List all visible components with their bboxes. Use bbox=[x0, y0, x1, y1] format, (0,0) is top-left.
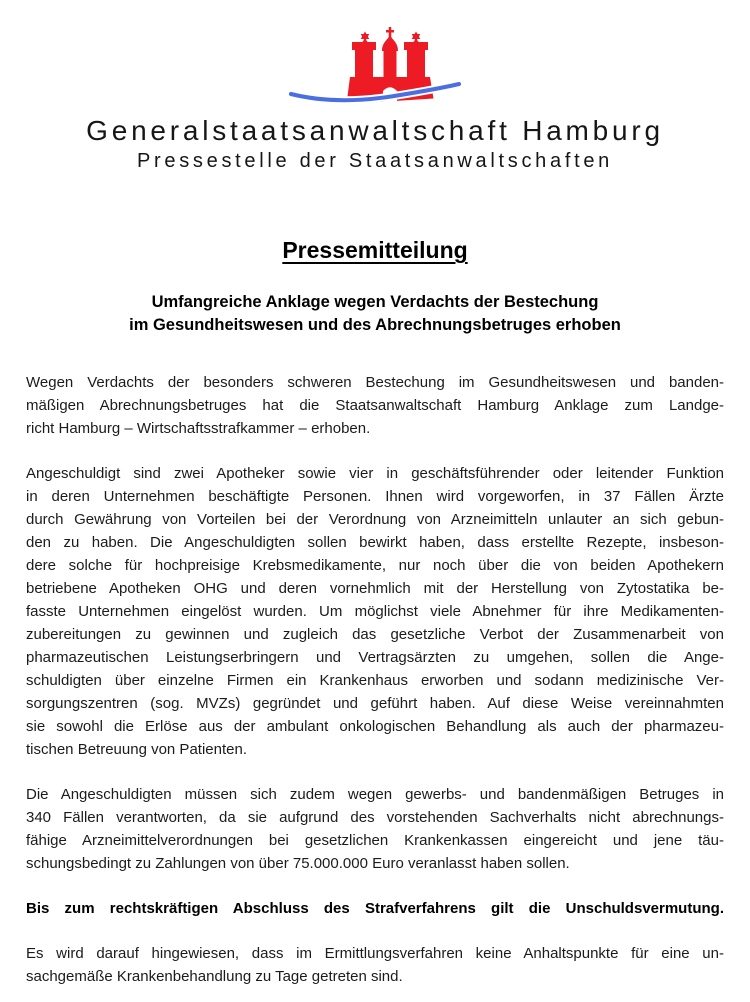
document-title bbox=[0, 236, 750, 264]
paragraph bbox=[26, 371, 724, 440]
presumption-of-innocence-note bbox=[26, 897, 724, 920]
document-title-text: Pressemitteilung bbox=[282, 237, 468, 263]
text-line: Die Angeschuldigten müssen sich zudem wegen gewerbs- und bandenmäßigen Betruges in bbox=[26, 786, 724, 803]
text-line: den zu haben. Die Angeschuldigten sollen bewirkt haben, dass erstellte Rezepte, insbeson- bbox=[26, 534, 724, 551]
text-line: schungsbedingt zu Zahlungen von über 75.000.000 Euro veranlasst haben sollen. bbox=[26, 855, 570, 872]
text-line: Wegen Verdachts der besonders schweren Bestechung im Gesundheitswesen und banden- bbox=[26, 374, 724, 391]
press-release-body bbox=[0, 236, 750, 988]
paragraph bbox=[26, 942, 724, 988]
paragraph bbox=[26, 462, 724, 761]
text-line: Angeschuldigt sind zwei Apotheker sowie vier in geschäftsführender oder leitender Funktion bbox=[26, 465, 724, 482]
text-line: tischen Betreuung von Patienten. bbox=[26, 741, 247, 758]
text-line: 340 Fällen verantworten, da sie aufgrund des vorstehenden Sachverhalts nicht abrechnungs- bbox=[26, 809, 724, 826]
text-line: durch Gewährung von Vorteilen bei der Verordnung von Arzneimitteln unlauter an sich gebun- bbox=[26, 511, 724, 528]
org-department: Pressestelle der Staatsanwaltschaften bbox=[137, 150, 613, 172]
headline-line: im Gesundheitswesen und des Abrechnungsbetruges erhoben bbox=[129, 316, 621, 334]
text-line: zubereitungen zu gewinnen und zugleich das gesetzliche Verbot der Zusammenarbeit von bbox=[26, 626, 724, 643]
org-name: Generalstaatsanwaltschaft Hamburg bbox=[86, 115, 664, 146]
text-line: betriebene Apotheken OHG und deren vornehmlich mit der Herstellung von Zytostatika be- bbox=[26, 580, 724, 597]
text-line: schuldigten über einzelne Firmen ein Krankenhaus erworben und sodann medizinische Ver- bbox=[26, 672, 724, 689]
text-line: fähige Arzneimittelverordnungen bei gesetzlichen Krankenkassen eingereicht und jene täu- bbox=[26, 832, 724, 849]
headline-line: Umfangreiche Anklage wegen Verdachts der Bestechung bbox=[151, 293, 599, 311]
body-text bbox=[26, 371, 724, 988]
headline bbox=[0, 291, 750, 337]
text-line: in deren Unternehmen beschäftigte Personen. Ihnen wird vorgeworfen, in 37 Fällen Ärzte bbox=[26, 488, 724, 505]
text-line: richt Hamburg – Wirtschaftsstrafkammer – erhoben. bbox=[26, 420, 371, 437]
text-line: sachgemäße Krankenbehandlung zu Tage getreten sind. bbox=[26, 968, 403, 985]
text-line: mäßigen Abrechnungsbetruges hat die Staatsanwaltschaft Hamburg Anklage zum Landge- bbox=[26, 397, 724, 414]
text-line: pharmazeutischen Leistungserbringern und Vertragsärzten zu umgehen, sollen die Ange- bbox=[26, 649, 724, 666]
text-line: fasste Unternehmen eingelöst wurden. Um möglichst viele Abnehmer für ihre Medikamenten- bbox=[26, 603, 724, 620]
text-line: sorgungszentren (sog. MVZs) gegründet und geführt haben. Auf diese Weise vereinnahmten bbox=[26, 695, 724, 712]
text-line: Es wird darauf hingewiesen, dass im Ermittlungsverfahren keine Anhaltspunkte für eine un- bbox=[26, 945, 724, 962]
hamburg-castle-icon bbox=[288, 27, 462, 107]
text-line: Bis zum rechtskräftigen Abschluss des Strafverfahrens gilt die Unschuldsvermutung. bbox=[26, 900, 724, 917]
hamburg-coat-of-arms-logo bbox=[0, 0, 750, 107]
letterhead bbox=[0, 0, 750, 174]
text-line: dere solche für hochpreisige Krebsmedikamente, nur noch über die von beiden Apothekern bbox=[26, 557, 724, 574]
text-line: sie sowohl die Erlöse aus der ambulant onkologischen Behandlung als auch der pharmazeu- bbox=[26, 718, 724, 735]
paragraph bbox=[26, 783, 724, 875]
